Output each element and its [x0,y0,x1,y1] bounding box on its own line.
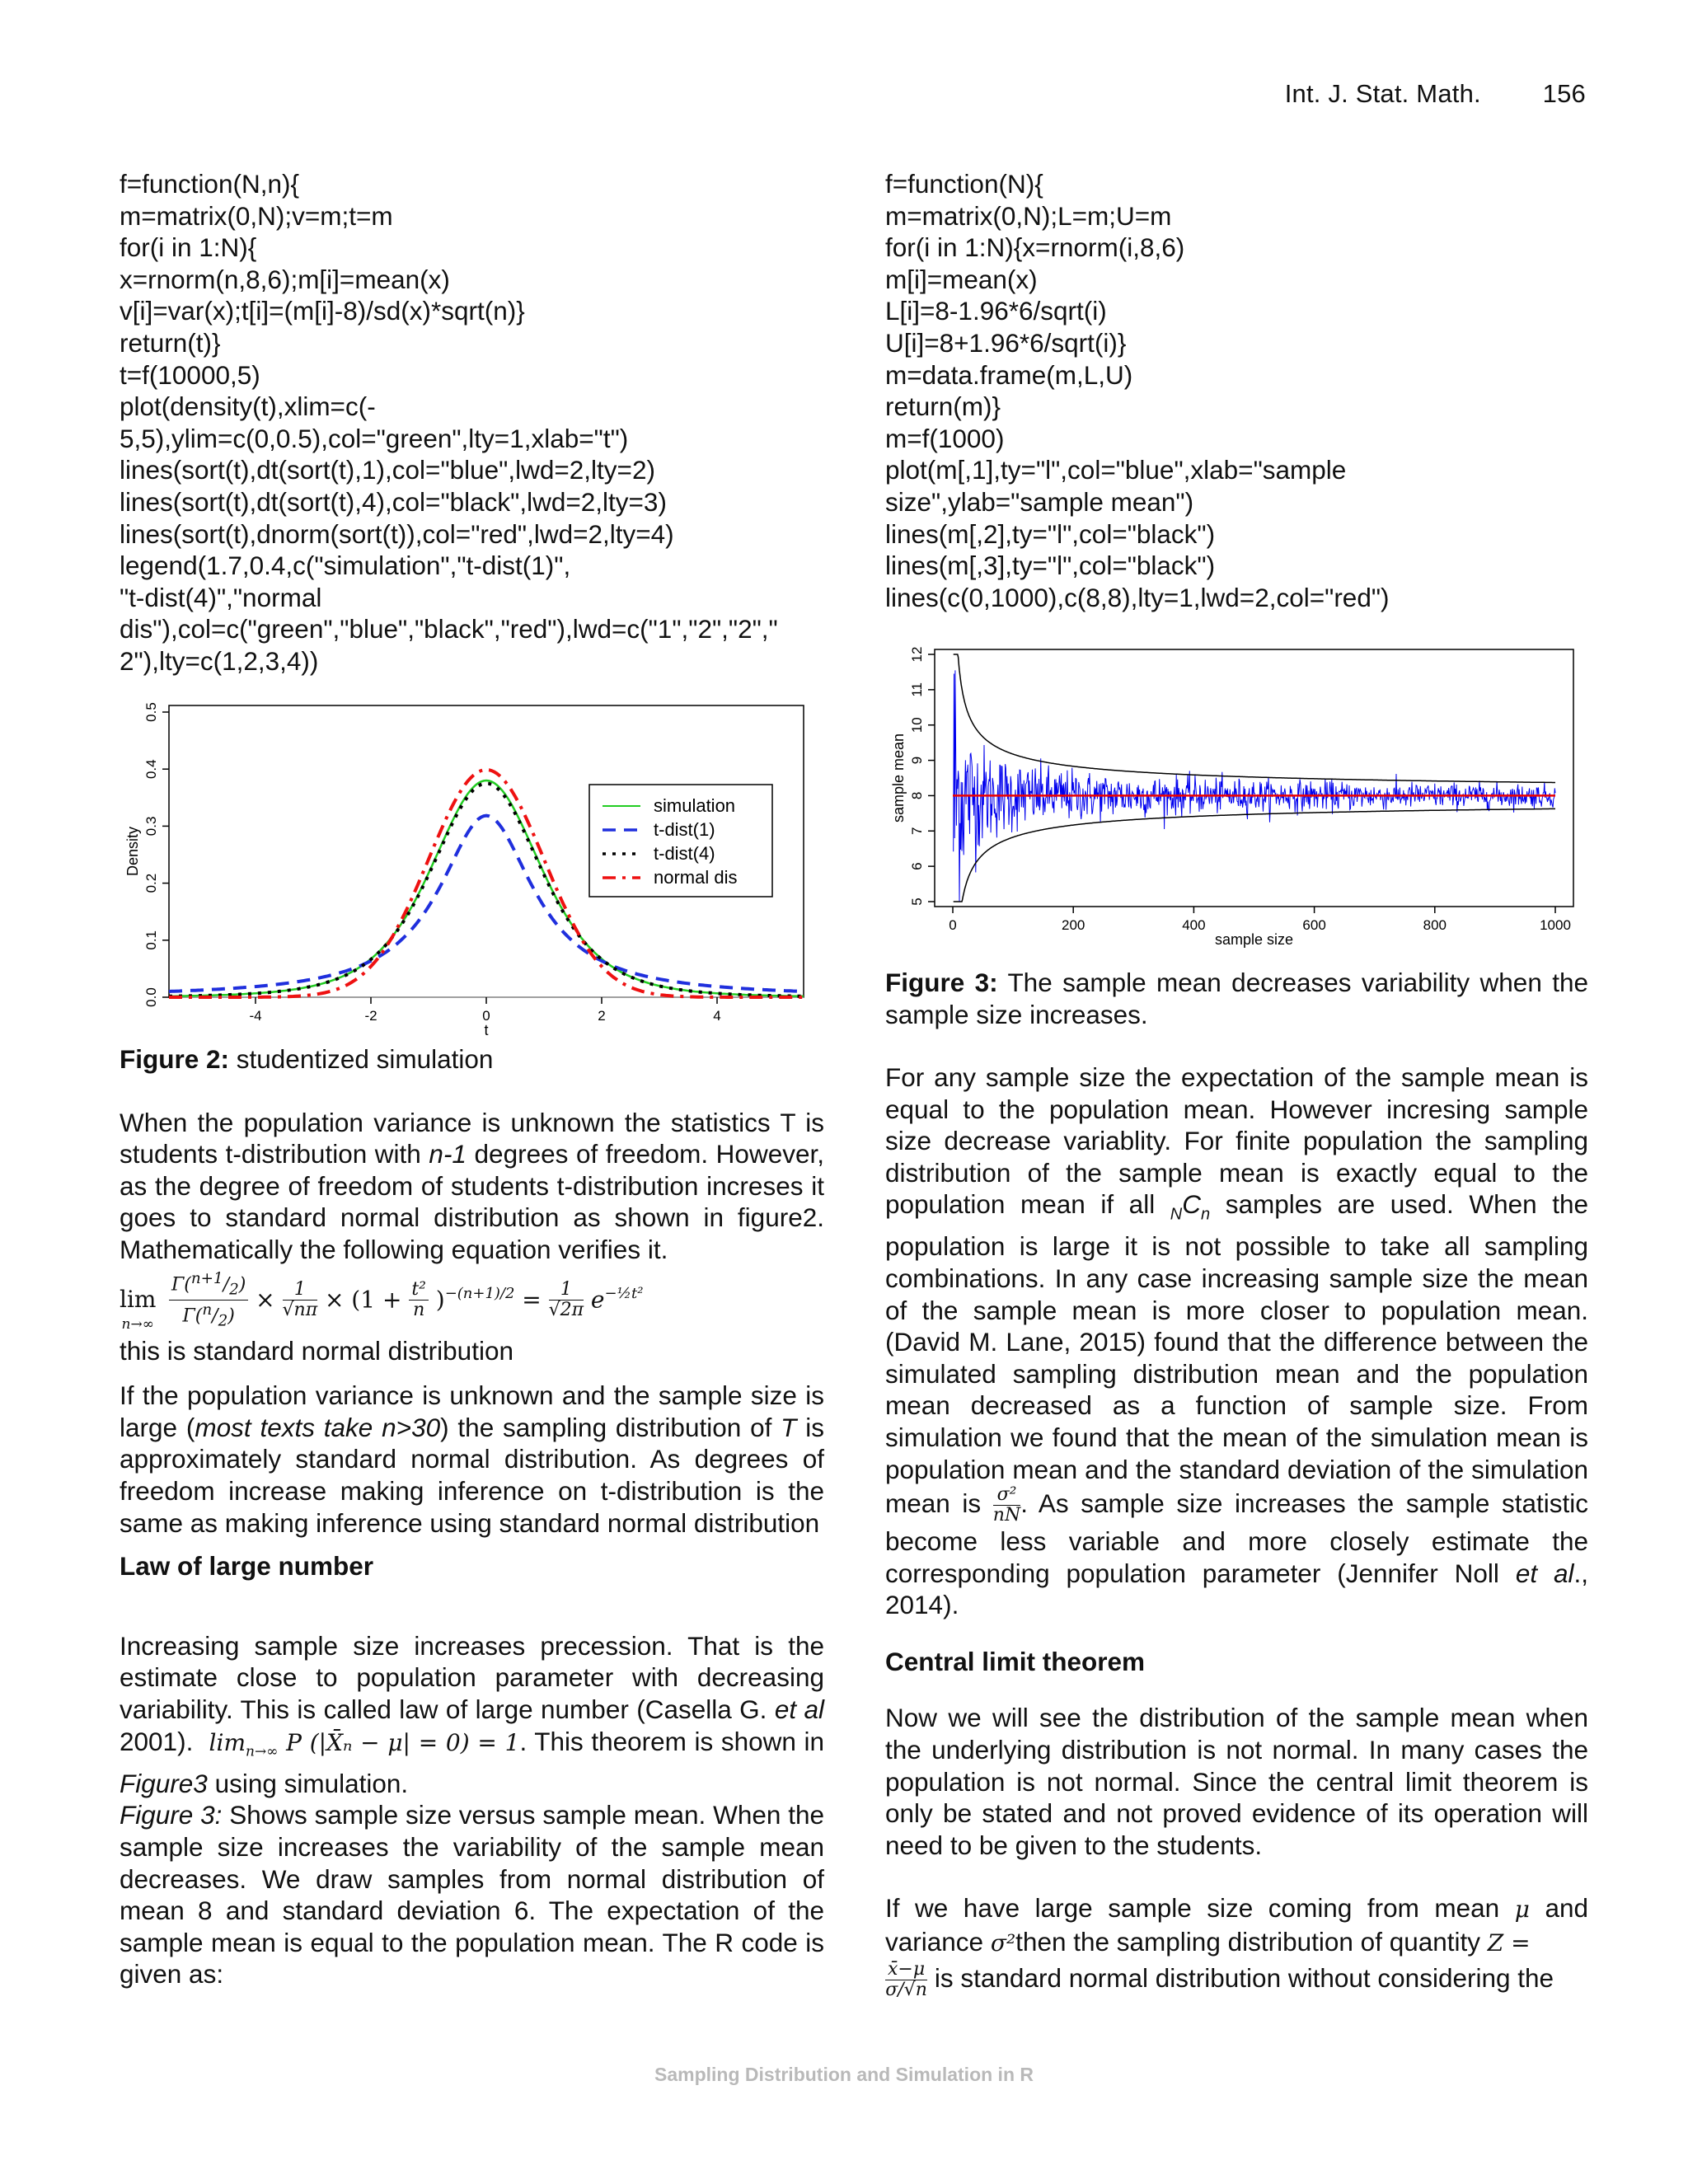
lln-formula [209,1728,520,1760]
x-tick-label: 800 [1423,917,1447,934]
figure-3-caption [885,967,1588,1030]
text-run: If the population variance is unknown and the sample size is large ( [120,1380,824,1442]
C: C [1182,1189,1201,1220]
frac-num: σ² [993,1485,1020,1506]
legend-label: simulation [654,794,736,816]
text-italic: T [781,1412,797,1442]
x-axis-label: t [484,1021,489,1038]
left-column [120,168,824,1990]
combination-notation [1170,1189,1211,1224]
paragraph-large-sample [120,1380,824,1539]
text-run: degrees of freedom. However, as the degree of freedom of students t-distribution increses it goes to standard normal distribution as shown in figure2. Mathematically the following equation verifies it. [120,1139,824,1265]
frac-den: nN [992,1505,1021,1526]
lln-sub: n→∞ [246,1743,279,1760]
text-run: is standard normal distribution without considering the [927,1962,1554,1993]
figure-2-label: Figure 2: [120,1044,230,1075]
text-run: Shows sample size versus sample mean. When the sample size increases the variability of the sample mean decreases. We draw samples from normal distribution of mean 8 and standard deviation 6. The expectation of the sample mean is equal to the population mean. The R code is given as: [120,1800,825,1990]
figure-2-caption-text: studentized simulation [229,1044,494,1075]
heading-law-of-large-number: Law of large number [120,1551,374,1582]
text-run: and variance [885,1893,1588,1957]
series-line-sample-mean [954,671,1555,902]
sub-N: N [1170,1205,1183,1224]
text-run: . As sample size increases the sample statistic become less variable and more closely estimate the corresponding population parameter (Jennifer Noll [885,1488,1588,1588]
x-axis-label: sample size [1214,931,1294,949]
y-tick-label: 0.3 [143,816,159,836]
paragraph-unknown-variance [120,1107,824,1266]
sigma-over-nN [993,1485,1020,1526]
text-run: . This theorem is shown in [519,1726,825,1756]
lim-subscript: n→∞ [121,1316,154,1333]
y-tick-label: 6 [909,862,925,871]
r-code-studentized: f=function(N,n){ m=matrix(0,N);v=m;t=m for(i in 1:N){ x=rnorm(n,8,6);m[i]=mean(x) v[i]=var(x);t[i]=(m[i]-8)/sd(x)*sqrt(n)} return(t)} t=f(10000,5) plot(density(t),xlim=c(- 5,5),ylim=c(0,0.5),col="green",lty=1,xlab="t") lines(sort(t),dt(sort(t),1),col="blue",lwd=2,lty=2) lines(sort(t),dt(sort(t),4),col="black",lwd=2,lty=3) lines(sort(t),dnorm(sort(t)),col="red",lwd=2,lty=4) legend(1.7,0.4,c("simulation","t-dist(1)", "t-dist(4)","normal dis"),col=c("green","blue","black","red"),lwd=c("1","2","2"," 2"),lty=c(1,2,3,4)) [120,169,778,676]
heading-central-limit-theorem: Central limit theorem [885,1646,1146,1676]
r-code-sample-mean: f=function(N){ m=matrix(0,N);L=m;U=m for(i in 1:N){x=rnorm(i,8,6) m[i]=mean(x) L[i]=8-1.96*6/sqrt(i) U[i]=8+1.96*6/sqrt(i)} m=data.frame(m,L,U) return(m)} m=f(1000) plot(m[,1],ty="l",col="blue",xlab="sample size",ylab="sample mean") lines(m[,2],ty="l",col="black") lines(m[,3],ty="l",col="black") lines(c(0,1000),c(8,8),lty=1,lwd=2,col="red") [885,169,1390,612]
y-tick-label: 9 [909,757,925,765]
text-run: is approximately standard normal distribution. As degrees of freedom increase making inference on t-distribution is the same as making inference using standard normal distribution [120,1412,824,1538]
x-tick-label: 200 [1062,917,1085,934]
y-tick-label: 12 [909,646,925,663]
series-line-upper-bound [954,654,1555,783]
text-italic: most texts take n>30 [195,1412,441,1442]
x-tick-label: 1000 [1540,917,1571,934]
legend-label: t-dist(4) [654,842,715,864]
x-tick-label: -4 [249,1007,262,1024]
page-number: 156 [1542,79,1586,108]
figure-2-density-plot [120,701,824,1038]
text-run: then the sampling distribution of quantity [1015,1927,1488,1957]
paragraph-law-of-large-number [120,1630,824,1800]
y-tick-label: 0.0 [143,987,159,1007]
x-tick-label: 4 [713,1007,721,1024]
x-tick-label: -2 [364,1007,377,1024]
legend-label: t-dist(1) [654,818,715,840]
y-tick-label: 7 [909,827,925,836]
x-tick-label: 600 [1302,917,1326,934]
text-italic: et al [774,1694,824,1724]
paragraph-clt-intro: Now we will see the distribution of the sample mean when the underlying distribution is not normal. In many cases the population is not normal. Since the central limit theorem is only be stated and not proved evidence of its operation will need to be given to the students. [885,1703,1588,1860]
x-tick-label: 2 [598,1007,606,1024]
limit-equation: lim n→∞ $\frac{\Gamma(^{n+1}/_2)}{\Gamma(^n/_2)}$ × $\frac{1}{√n\pi}$ × (1 + $\frac{\text{t²}}{n}$ )$^{-(n+1)/2}$ = $\frac{1}{√2\pi}$ $e^{-\frac{1}{2}t^2}$ [120,1269,824,1335]
text-run: If we have large sample size coming from mean [885,1893,1515,1924]
x-tick-label: 0 [482,1007,490,1024]
y-axis-label: Density [124,826,141,876]
lln-rest: P (|X̄ₙ − μ| = 0) = 1 [278,1728,520,1756]
sub-n: n [1201,1205,1211,1224]
y-tick-label: 0.2 [143,873,159,893]
figure-3-label: Figure 3: [885,967,998,997]
sigma2-symbol: σ² [990,1929,1016,1957]
text-italic: et al [1515,1558,1574,1588]
text-run: ., 2014). [885,1558,1588,1620]
text-run: 2001). [120,1726,194,1756]
standard-normal-note: this is standard normal distribution [120,1335,513,1366]
text-italic: n-1 [429,1139,467,1169]
paragraph-clt-statement [885,1892,1588,1999]
journal-name: Int. J. Stat. Math. [1284,79,1481,108]
running-header [1285,79,1586,109]
y-tick-label: 0.4 [143,758,159,779]
text-run: When the population variance is unknown the statistics T is students t-distribution with [120,1107,824,1169]
y-tick-label: 10 [909,717,925,733]
figure-2-caption [120,1043,824,1076]
lim-word: lim [120,1285,157,1313]
text-run: For any sample size the expectation of the sample mean is equal to the population mean. However incresing sample size decrease variablity. For finite population the sampling distribution of the sample mean is exactly equal to the population mean if all [885,1062,1588,1220]
x-tick-label: 400 [1182,917,1206,934]
x-tick-label: 0 [949,917,957,934]
z-fraction: $\frac{x̄-\mu}{\sigma/√n}$ [885,1958,927,2000]
plot-frame [935,649,1573,907]
page-footer: Sampling Distribution and Simulation in R [654,2064,1034,2085]
text-run: using simulation. [207,1768,409,1798]
series-line-lower-bound [954,809,1555,902]
text-italic: Figure3 [120,1768,208,1798]
figure-3-caption-text: The sample mean decreases variability when the sample size increases. [885,967,1589,1029]
y-tick-label: 11 [909,682,925,697]
text-run: ) the sampling distribution of [440,1412,781,1442]
text-run: samples are used. When the population is large it is not possible to take all sampling combinations. In any case increasing sample size the mean of the sample mean is more closer to population mean. (David M. Lane, 2015) found that the difference between the simulated sampling distribution mean and the population mean decreased as a function of sample size. From simulation we found that the mean of the simulation mean is population mean and the standard deviation of the simulation mean is [885,1189,1589,1518]
y-axis-label: sample mean [890,733,907,823]
mu-symbol: μ [1514,1896,1530,1924]
legend-label: normal dis [654,866,738,888]
paragraph-figure3-description [120,1799,824,1990]
text-run: Increasing sample size increases precession. That is the estimate close to population parameter with decreasing variability. This is called law of large number (Casella G. [120,1630,824,1724]
y-tick-label: 8 [909,792,925,800]
z-symbol: Z = [1487,1929,1531,1957]
figure-3-sample-mean-plot [885,643,1588,956]
right-column [885,168,1588,2000]
paragraph-sample-mean-expectation [885,1062,1588,1621]
lln-lim: lim [209,1728,246,1756]
y-tick-label: 0.5 [143,701,159,722]
figure-3-ref: Figure 3: [120,1800,223,1830]
y-tick-label: 5 [909,898,925,907]
y-tick-label: 0.1 [143,930,159,950]
